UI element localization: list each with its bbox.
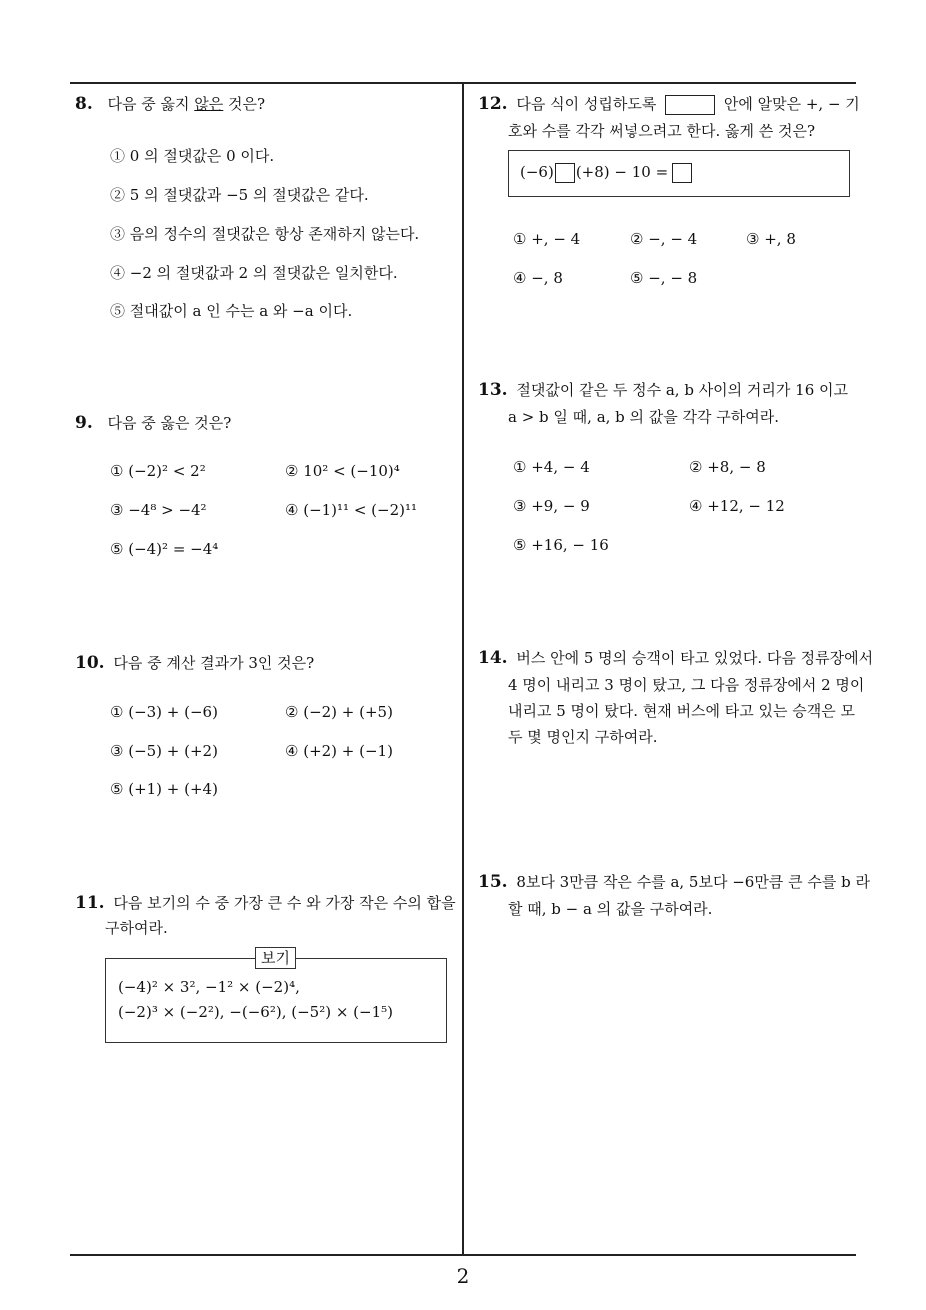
question-number: 12.	[478, 94, 508, 114]
choice-1[interactable]: ① +, − 4	[513, 230, 581, 248]
question-text: 버스 안에 5 명의 승객이 타고 있었다. 다음 정류장에서	[516, 649, 874, 667]
question-11	[75, 893, 456, 913]
choice-3[interactable]: ③ (−5) + (+2)	[110, 742, 218, 760]
bogi-line-1: (−4)² × 3², −1² × (−2)⁴,	[118, 978, 300, 996]
question-text-line2: 할 때, b − a 의 값을 구하여라.	[508, 900, 713, 918]
blank-box-2	[672, 163, 692, 183]
equation: (−6) (+8) − 10 =	[520, 163, 693, 183]
question-9	[75, 413, 231, 433]
question-text-line2: 4 명이 내리고 3 명이 탔고, 그 다음 정류장에서 2 명이	[508, 676, 865, 694]
question-8	[75, 94, 265, 114]
question-text: 다음 중 계산 결과가 3인 것은?	[113, 654, 315, 672]
choice-2[interactable]: ② 5 의 절댓값과 −5 의 절댓값은 같다.	[110, 186, 369, 204]
choice-5[interactable]: ⑤ −, − 8	[630, 269, 698, 287]
question-number: 9.	[75, 413, 93, 433]
question-text: 다음 중 옳은 것은?	[107, 414, 232, 432]
question-13	[478, 380, 848, 400]
question-text: 다음 식이 성립하도록	[516, 95, 657, 113]
choice-2[interactable]: ② −, − 4	[630, 230, 698, 248]
question-text-cont: 안에 알맞은 +, − 기	[723, 95, 860, 113]
choice-3[interactable]: ③ −4⁸ > −4²	[110, 501, 207, 519]
bogi-line-2: (−2)³ × (−2²), −(−6²), (−5²) × (−1⁵)	[118, 1003, 393, 1021]
choice-4[interactable]: ④ −2 의 절댓값과 2 의 절댓값은 일치한다.	[110, 264, 398, 282]
choice-2[interactable]: ② +8, − 8	[689, 458, 766, 476]
question-text-line2: 호와 수를 각각 써넣으려고 한다. 옳게 쓴 것은?	[508, 122, 816, 140]
choice-5[interactable]: ⑤ +16, − 16	[513, 536, 609, 554]
choice-1[interactable]: ① 0 의 절댓값은 0 이다.	[110, 147, 275, 165]
question-10	[75, 653, 314, 673]
choice-5[interactable]: ⑤ (+1) + (+4)	[110, 780, 218, 798]
question-text: 다음 보기의 수 중 가장 큰 수 와 가장 작은 수의 합을	[113, 894, 456, 912]
choice-1[interactable]: ① +4, − 4	[513, 458, 590, 476]
question-14	[478, 648, 873, 668]
choice-5[interactable]: ⑤ (−4)² = −4⁴	[110, 540, 219, 558]
choice-5[interactable]: ⑤ 절대값이 a 인 수는 a 와 −a 이다.	[110, 302, 353, 320]
blank-box-1	[555, 163, 575, 183]
column-divider	[462, 82, 464, 1255]
choice-4[interactable]: ④ (+2) + (−1)	[285, 742, 393, 760]
choice-3[interactable]: ③ +9, − 9	[513, 497, 590, 515]
question-text: 절댓값이 같은 두 정수 a, b 사이의 거리가 16 이고	[516, 381, 849, 399]
choice-2[interactable]: ② 10² < (−10)⁴	[285, 462, 400, 480]
choice-3[interactable]: ③ +, 8	[746, 230, 796, 248]
question-text-line4: 두 몇 명인지 구하여라.	[508, 728, 658, 746]
question-number: 8.	[75, 94, 93, 114]
question-number: 11.	[75, 893, 105, 913]
question-number: 15.	[478, 872, 508, 892]
question-text: 다음 중 옳지 않은 것은?	[107, 95, 266, 113]
choice-4[interactable]: ④ −, 8	[513, 269, 563, 287]
question-15	[478, 872, 870, 892]
question-number: 14.	[478, 648, 508, 668]
choice-4[interactable]: ④ +12, − 12	[689, 497, 785, 515]
question-number: 13.	[478, 380, 508, 400]
question-text: 8보다 3만큼 작은 수를 a, 5보다 −6만큼 큰 수를 b 라	[516, 873, 870, 891]
question-number: 10.	[75, 653, 105, 673]
question-text-line3: 내리고 5 명이 탔다. 현재 버스에 타고 있는 승객은 모	[508, 702, 856, 720]
choice-1[interactable]: ① (−3) + (−6)	[110, 703, 218, 721]
choice-3[interactable]: ③ 음의 정수의 절댓값은 항상 존재하지 않는다.	[110, 225, 420, 243]
bogi-label: 보기	[255, 947, 296, 969]
bogi-box	[105, 958, 447, 1043]
page-number: 2	[456, 1264, 470, 1288]
question-12	[478, 94, 860, 115]
question-text-line2: 구하여라.	[105, 919, 168, 937]
question-text-line2: a > b 일 때, a, b 의 값을 각각 구하여라.	[508, 408, 780, 426]
choice-4[interactable]: ④ (−1)¹¹ < (−2)¹¹	[285, 501, 418, 519]
choice-2[interactable]: ② (−2) + (+5)	[285, 703, 393, 721]
blank-box	[665, 95, 715, 115]
choice-1[interactable]: ① (−2)² < 2²	[110, 462, 206, 480]
